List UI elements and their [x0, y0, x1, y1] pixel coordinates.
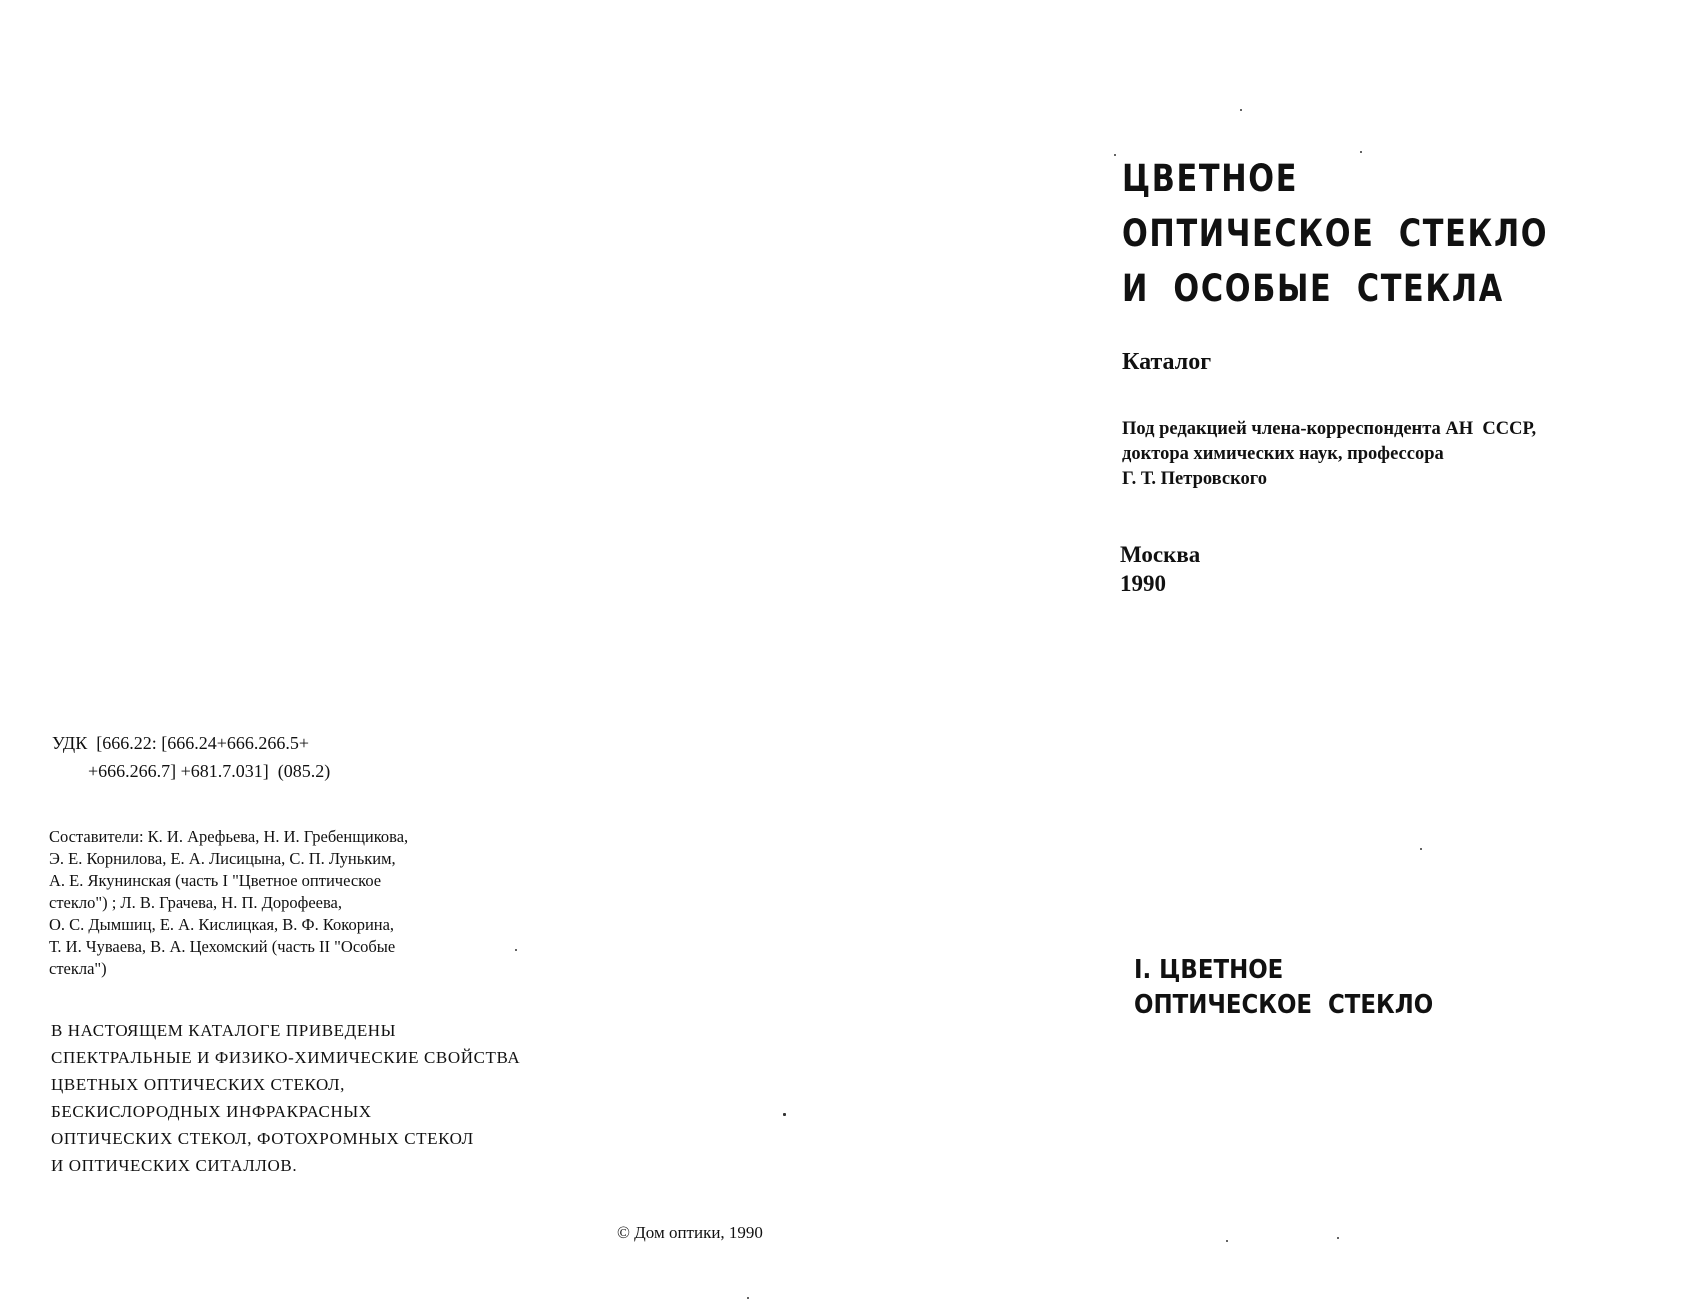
scan-speck [747, 1297, 749, 1299]
book-subtitle: Каталог [1122, 349, 1212, 375]
compilers-line: Э. Е. Корнилова, Е. А. Лисицына, С. П. Луньким, [49, 849, 396, 868]
scan-speck [1240, 109, 1242, 111]
abstract-line: ОПТИЧЕСКИХ СТЕКОЛ, ФОТОХРОМНЫХ СТЕКОЛ [51, 1129, 474, 1148]
publication-year: 1990 [1120, 571, 1166, 596]
compilers-line: стекла") [49, 959, 107, 978]
abstract-line: В НАСТОЯЩЕМ КАТАЛОГЕ ПРИВЕДЕНЫ [51, 1021, 397, 1040]
book-title-line: И ОСОБЫЕ СТЕКЛА [1122, 267, 1504, 310]
abstract-line: И ОПТИЧЕСКИХ СИТАЛЛОВ. [51, 1156, 298, 1175]
compilers-line: стекло") ; Л. В. Грачева, Н. П. Дорофеева, [49, 893, 342, 912]
scan-speck [515, 949, 517, 951]
editor-credit-line: Г. Т. Петровского [1122, 469, 1267, 489]
part-heading-line: I. ЦВЕТНОЕ [1134, 955, 1284, 985]
abstract-line: СПЕКТРАЛЬНЫЕ И ФИЗИКО-ХИМИЧЕСКИЕ СВОЙСТВА [51, 1048, 521, 1067]
book-title-line: ОПТИЧЕСКОЕ СТЕКЛО [1122, 212, 1549, 255]
scan-speck [1226, 1240, 1228, 1242]
abstract-line: БЕСКИСЛОРОДНЫХ ИНФРАКРАСНЫХ [51, 1102, 372, 1121]
copyright-notice: © Дом оптики, 1990 [617, 1223, 763, 1242]
part-heading-line: ОПТИЧЕСКОЕ СТЕКЛО [1134, 990, 1434, 1020]
publication-city: Москва [1120, 542, 1201, 567]
scan-speck [1337, 1237, 1339, 1239]
compilers-line: Составители: К. И. Арефьева, Н. И. Гребенщикова, [49, 827, 409, 846]
scan-speck [1114, 154, 1116, 156]
abstract-line: ЦВЕТНЫХ ОПТИЧЕСКИХ СТЕКОЛ, [51, 1075, 345, 1094]
compilers-line: А. Е. Якунинская (часть I "Цветное оптическое [49, 871, 382, 890]
editor-credit-line: Под редакцией члена-корреспондента АН СССР, [1122, 419, 1537, 439]
book-title-line: ЦВЕТНОЕ [1122, 157, 1299, 200]
scan-speck [1360, 151, 1362, 153]
udk-line: +666.266.7] +681.7.031] (085.2) [52, 761, 331, 781]
udk-line: УДК [666.22: [666.24+666.266.5+ [52, 733, 310, 753]
scan-speck [783, 1113, 786, 1116]
compilers-line: Т. И. Чуваева, В. А. Цехомский (часть II "Особые [49, 937, 396, 956]
compilers-line: О. С. Дымшиц, Е. А. Кислицкая, В. Ф. Кокорина, [49, 915, 395, 934]
scan-speck [1420, 848, 1422, 850]
editor-credit-line: доктора химических наук, профессора [1122, 444, 1444, 464]
